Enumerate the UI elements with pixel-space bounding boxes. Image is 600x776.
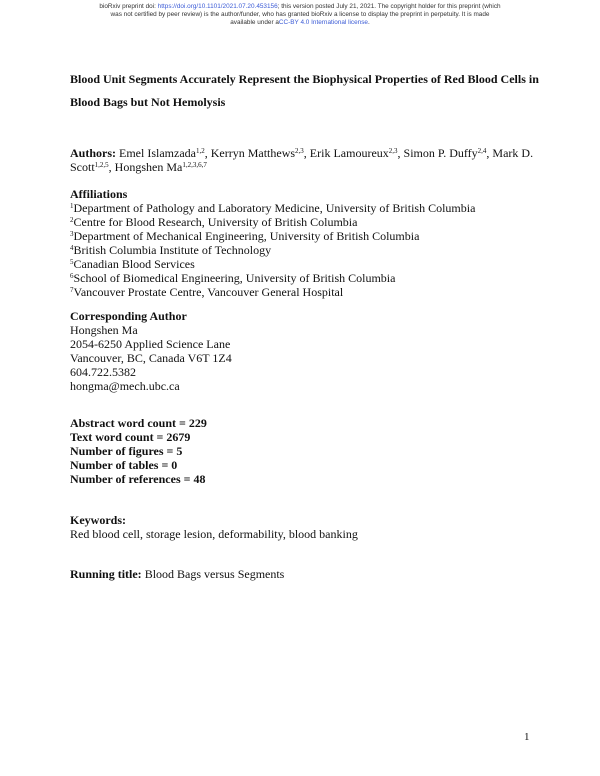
authors bbox=[70, 146, 540, 174]
author-name: Emel Islamzada bbox=[119, 146, 196, 160]
affiliation-number: 2 bbox=[70, 216, 74, 224]
author-separator: , bbox=[303, 146, 310, 160]
author-affiliation-sup: 1,2,3,6,7 bbox=[182, 161, 207, 169]
header-text: ; this version posted July 21, 2021. The copyright holder for this preprint (which bbox=[277, 3, 501, 10]
table-count: Number of tables = 0 bbox=[70, 458, 178, 472]
affiliation-number: 4 bbox=[70, 244, 74, 252]
corresponding-author bbox=[70, 309, 540, 393]
running-title bbox=[70, 567, 540, 581]
author-separator: , bbox=[108, 160, 115, 174]
license-link[interactable]: CC-BY 4.0 International license bbox=[278, 19, 368, 26]
header-text: was not certified by peer review) is the author/funder, who has granted bioRxiv a license to display the preprint in perpetuity. It is made bbox=[110, 11, 490, 18]
affiliations bbox=[70, 187, 540, 299]
author-affiliation-sup: 2,3 bbox=[295, 147, 304, 155]
header-text: available under a bbox=[230, 19, 279, 26]
affiliation-text: British Columbia Institute of Technology bbox=[73, 243, 272, 257]
affiliation-number: 1 bbox=[70, 202, 74, 210]
header-text: . bbox=[367, 19, 370, 26]
text-word-count: Text word count = 2679 bbox=[70, 430, 191, 444]
doi-link[interactable]: https://doi.org/10.1101/2021.07.20.453156 bbox=[157, 3, 278, 10]
corresponding-email: hongma@mech.ubc.ca bbox=[70, 379, 180, 393]
author-separator: , bbox=[486, 146, 493, 160]
author-name: Kerryn Matthews bbox=[210, 146, 296, 160]
affiliation-text: Department of Mechanical Engineering, University of British Columbia bbox=[73, 229, 420, 243]
affiliation-item bbox=[70, 243, 540, 257]
author-affiliation-sup: 1,2 bbox=[195, 147, 205, 155]
keywords-text: Red blood cell, storage lesion, deformability, blood banking bbox=[70, 527, 358, 541]
figure-count: Number of figures = 5 bbox=[70, 444, 183, 458]
corresponding-phone: 604.722.5382 bbox=[70, 365, 136, 379]
affiliation-text: Department of Pathology and Laboratory Medicine, University of British Columbia bbox=[73, 201, 476, 215]
affiliation-number: 6 bbox=[70, 272, 74, 280]
affiliation-item bbox=[70, 201, 540, 215]
affiliation-number: 5 bbox=[70, 258, 74, 266]
running-title-label: Running title: bbox=[70, 567, 142, 581]
preprint-header bbox=[0, 3, 600, 27]
author-affiliation-sup: 2,4 bbox=[477, 147, 487, 155]
author-name: Simon P. Duffy bbox=[403, 146, 478, 160]
corresponding-heading: Corresponding Author bbox=[70, 309, 187, 323]
affiliation-item bbox=[70, 229, 540, 243]
author-affiliation-sup: 1,2,5 bbox=[94, 161, 109, 169]
author-separator: , bbox=[397, 146, 404, 160]
reference-count: Number of references = 48 bbox=[70, 472, 206, 486]
keywords-heading: Keywords: bbox=[70, 513, 126, 527]
paper-title: Blood Unit Segments Accurately Represent the Biophysical Properties of Red Blood Cells in Blood Bags but Not Hemolysis bbox=[70, 72, 539, 109]
counts bbox=[70, 416, 540, 486]
authors-label: Authors: bbox=[70, 146, 117, 160]
abstract-word-count: Abstract word count = 229 bbox=[70, 416, 207, 430]
affiliation-item bbox=[70, 271, 540, 285]
affiliation-item bbox=[70, 285, 540, 299]
header-text: bioRxiv preprint doi: bbox=[99, 3, 158, 10]
page-number: 1 bbox=[524, 731, 530, 743]
corresponding-address: 2054-6250 Applied Science Lane bbox=[70, 337, 231, 351]
affiliation-text: Centre for Blood Research, University of British Columbia bbox=[73, 215, 358, 229]
affiliation-text: Vancouver Prostate Centre, Vancouver General Hospital bbox=[73, 285, 344, 299]
affiliation-item bbox=[70, 215, 540, 229]
author-name: Mark D. Scott bbox=[70, 146, 534, 174]
corresponding-name: Hongshen Ma bbox=[70, 323, 138, 337]
author-separator: , bbox=[204, 146, 211, 160]
affiliation-number: 7 bbox=[70, 286, 74, 294]
corresponding-city: Vancouver, BC, Canada V6T 1Z4 bbox=[70, 351, 232, 365]
affiliations-heading: Affiliations bbox=[70, 187, 128, 201]
affiliation-number: 3 bbox=[70, 230, 74, 238]
author-affiliation-sup: 2,3 bbox=[388, 147, 398, 155]
affiliation-text: School of Biomedical Engineering, University of British Columbia bbox=[73, 271, 396, 285]
author-name: Hongshen Ma bbox=[114, 160, 183, 174]
running-title-text: Blood Bags versus Segments bbox=[141, 567, 285, 581]
affiliation-item bbox=[70, 257, 540, 271]
affiliation-text: Canadian Blood Services bbox=[73, 257, 195, 271]
author-name: Erik Lamoureux bbox=[309, 146, 389, 160]
keywords bbox=[70, 513, 540, 541]
